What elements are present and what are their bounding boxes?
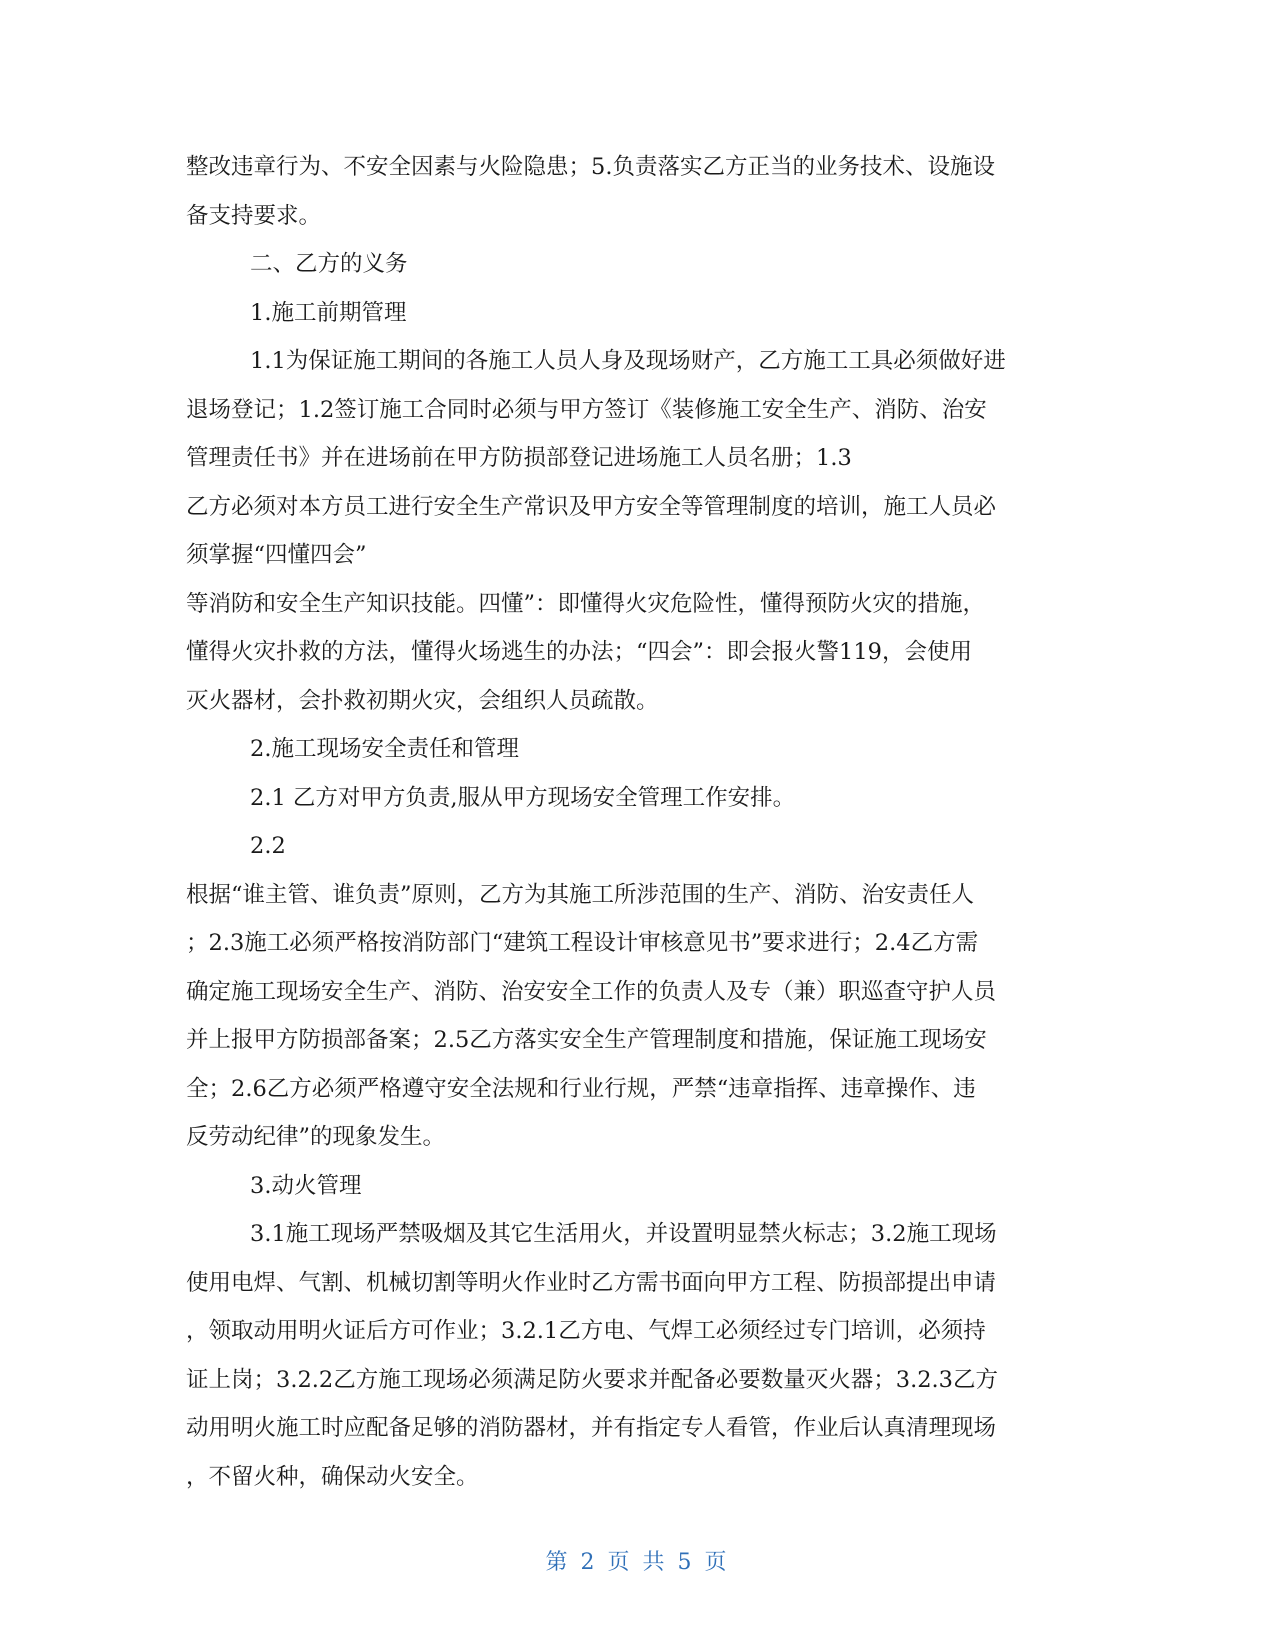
text-line: 2.2 bbox=[250, 833, 286, 859]
text-line: ，领取动用明火证后方可作业；3.2.1乙方电、气焊工必须经过专门培训，必须持 bbox=[186, 1318, 986, 1344]
text-line: 2.1 乙方对甲方负责,服从甲方现场安全管理工作安排。 bbox=[250, 784, 796, 811]
text-line: 懂得火灾扑救的方法，懂得火场逃生的办法；“四会”：即会报火警119，会使用 bbox=[186, 639, 972, 665]
text-line: 灭火器材，会扑救初期火灾，会组织人员疏散。 bbox=[186, 687, 659, 714]
text-line: 根据“谁主管、谁负责”原则，乙方为其施工所涉范围的生产、消防、治安责任人 bbox=[186, 881, 975, 908]
text-line: 须掌握“四懂四会” bbox=[186, 542, 367, 568]
text-line: ，不留火种，确保动火安全。 bbox=[186, 1463, 479, 1490]
text-line: 管理责任书》并在进场前在甲方防损部登记进场施工人员名册；1.3 bbox=[186, 445, 852, 471]
text-line: 确定施工现场安全生产、消防、治安安全工作的负责人及专（兼）职巡查守护人员 bbox=[186, 978, 997, 1005]
text-line: 2.施工现场安全责任和管理 bbox=[250, 736, 519, 762]
page-number-footer: 第 2 页 共 5 页 bbox=[545, 1550, 730, 1575]
text-line: 反劳动纪律”的现象发生。 bbox=[186, 1124, 446, 1150]
body-text bbox=[186, 143, 1091, 1501]
text-line: 动用明火施工时应配备足够的消防器材，并有指定专人看管，作业后认真清理现场 bbox=[186, 1415, 997, 1441]
text-line: 证上岗；3.2.2乙方施工现场必须满足防火要求并配备必要数量灭火器；3.2.3乙方 bbox=[186, 1366, 999, 1393]
text-line: ；2.3施工必须严格按消防部门“建筑工程设计审核意见书”要求进行；2.4乙方需 bbox=[186, 930, 979, 956]
text-line: 备支持要求。 bbox=[186, 202, 322, 229]
text-line: 等消防和安全生产知识技能。四懂”：即懂得火灾危险性，懂得预防火灾的措施， bbox=[186, 590, 986, 617]
text-line: 3.1施工现场严禁吸烟及其它生活用火，并设置明显禁火标志；3.2施工现场 bbox=[250, 1221, 997, 1247]
text-line: 二、乙方的义务 bbox=[250, 251, 408, 277]
text-line: 1.施工前期管理 bbox=[250, 299, 407, 326]
text-line: 乙方必须对本方员工进行安全生产常识及甲方安全等管理制度的培训，施工人员必 bbox=[186, 493, 997, 520]
text-line: 整改违章行为、不安全因素与火险隐患；5.负责落实乙方正当的业务技术、设施设 bbox=[186, 154, 995, 180]
text-line: 使用电焊、气割、机械切割等明火作业时乙方需书面向甲方工程、防损部提出申请 bbox=[186, 1269, 997, 1296]
text-line: 3.动火管理 bbox=[250, 1172, 362, 1199]
text-line: 1.1为保证施工期间的各施工人员人身及现场财产，乙方施工工具必须做好进 bbox=[250, 348, 1006, 374]
text-line: 并上报甲方防损部备案；2.5乙方落实安全生产管理制度和措施，保证施工现场安 bbox=[186, 1027, 987, 1053]
text-line: 全；2.6乙方必须严格遵守安全法规和行业行规，严禁“违章指挥、违章操作、违 bbox=[186, 1075, 976, 1102]
text-line: 退场登记；1.2签订施工合同时必须与甲方签订《装修施工安全生产、消防、治安 bbox=[186, 396, 987, 423]
